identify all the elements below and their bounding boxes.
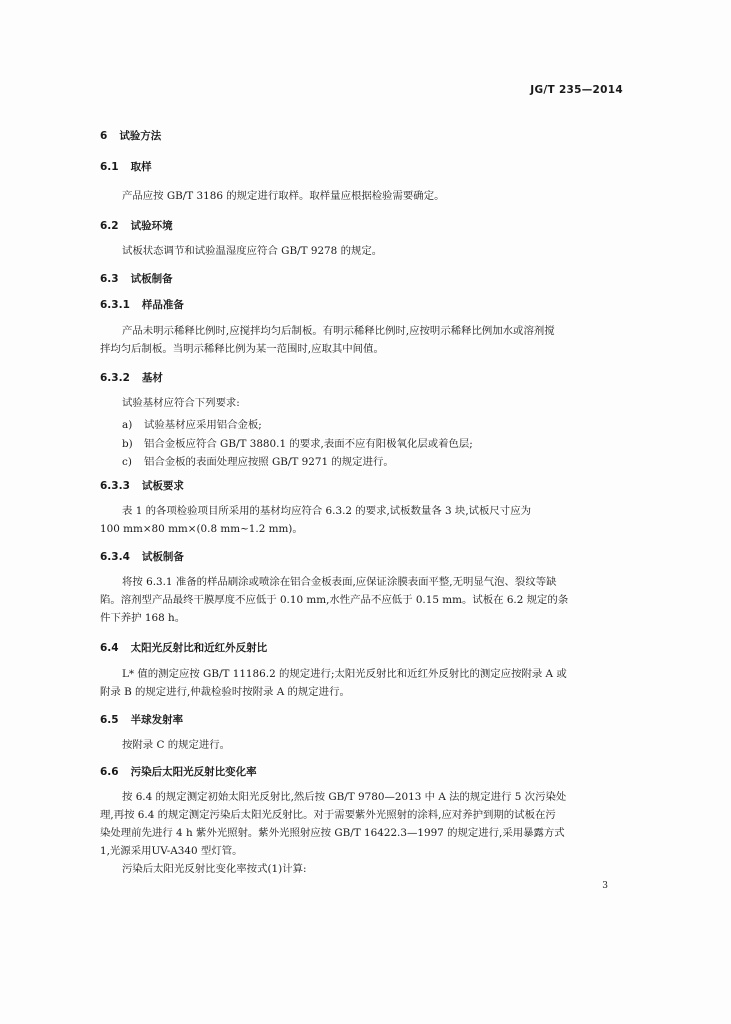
section-6-2-heading (100, 218, 173, 233)
section-6-3-1-heading (100, 297, 184, 312)
section-title: 试验环境 (130, 220, 173, 232)
section-6-3-4-heading (100, 549, 184, 564)
section-6-3-2-heading (100, 370, 163, 385)
section-6-3-4-text: 将按 6.3.1 准备的样品刷涂或喷涂在铝合金板表面,应保证涂膜表面平整,无明显气泡、裂纹等缺 陷。溶剂型产品最终干膜厚度不应低于 0.10 mm,水性产品不应低于 0.15 mm。试板在 6.2 规定的条 件下养护 168 h。 (100, 576, 569, 624)
section-number: 6.3.3 (100, 480, 130, 492)
section-number: 6.3 (100, 273, 119, 285)
section-number: 6.1 (100, 161, 119, 173)
section-6-1-text: 产品应按 GB/T 3186 的规定进行取样。取样量应根据检验需要确定。 (122, 190, 445, 202)
section-6-6-heading (100, 764, 257, 779)
section-title: 基材 (141, 372, 163, 384)
section-6-2-text: 试板状态调节和试验温湿度应符合 GB/T 9278 的规定。 (122, 245, 383, 257)
section-title: 试板制备 (141, 551, 184, 563)
section-title: 污染后太阳光反射比变化率 (130, 766, 257, 778)
section-title: 半球发射率 (130, 714, 184, 726)
section-6-6-text: 按 6.4 的规定测定初始太阳光反射比,然后按 GB/T 9780—2013 中 A 法的规定进行 5 次污染处 理,再按 6.4 的规定测定污染后太阳光反射比。对于需要紫外光照射的涂料,应对养护到期的试板在污 染处理前先进行 4 h 紫外光照射。紫外光照射应按 GB/T 16422.3—1997 的规定进行,采用暴露方式 1,光源采用UV-A340 型灯管。 污染后太阳光反射比变化率按式(1)计算: (100, 791, 567, 875)
section-number: 6 (100, 130, 108, 142)
list-item: c) 铝合金板的表面处理应按照 GB/T 9271 的规定进行。 (122, 456, 394, 468)
section-number: 6.4 (100, 642, 119, 654)
list-item: a) 试验基材应采用铝合金板; (122, 419, 262, 431)
section-6-3-2-intro: 试验基材应符合下列要求: (122, 397, 240, 409)
section-6-1-heading (100, 159, 152, 174)
section-number: 6.3.1 (100, 299, 130, 311)
section-number: 6.6 (100, 766, 119, 778)
section-6-4-heading (100, 640, 267, 655)
section-title: 样品准备 (141, 299, 184, 311)
section-title: 试板要求 (141, 480, 184, 492)
section-6-3-3-text: 表 1 的各项检验项目所采用的基材均应符合 6.3.2 的要求,试板数量各 3 块,试板尺寸应为 100 mm×80 mm×(0.8 mm~1.2 mm)。 (100, 505, 531, 535)
section-6-3-1-text: 产品未明示稀释比例时,应搅拌均匀后制板。有明示稀释比例时,应按明示稀释比例加水或溶剂搅 拌均匀后制板。当明示稀释比例为某一范围时,应取其中间值。 (100, 325, 555, 355)
section-title: 取样 (130, 161, 152, 173)
section-6-5-text: 按附录 C 的规定进行。 (122, 739, 231, 751)
section-6-heading (100, 128, 161, 143)
section-6-3-heading (100, 271, 173, 286)
page-number: 3 (602, 881, 608, 891)
section-number: 6.3.4 (100, 551, 130, 563)
section-title: 太阳光反射比和近红外反射比 (130, 642, 268, 654)
section-6-3-3-heading (100, 478, 184, 493)
section-number: 6.2 (100, 220, 119, 232)
section-6-5-heading (100, 712, 183, 727)
section-number: 6.3.2 (100, 372, 130, 384)
section-6-4-text: L* 值的测定应按 GB/T 11186.2 的规定进行;太阳光反射比和近红外反射比的测定应按附录 A 或 附录 B 的规定进行,仲裁检验时按附录 A 的规定进行。 (100, 668, 567, 698)
section-number: 6.5 (100, 714, 119, 726)
standard-code: JG/T 235—2014 (530, 84, 623, 96)
list-item: b) 铝合金板应符合 GB/T 3880.1 的要求,表面不应有阳极氧化层或着色层; (122, 438, 473, 450)
section-title: 试板制备 (130, 273, 173, 285)
section-title: 试验方法 (119, 130, 162, 142)
